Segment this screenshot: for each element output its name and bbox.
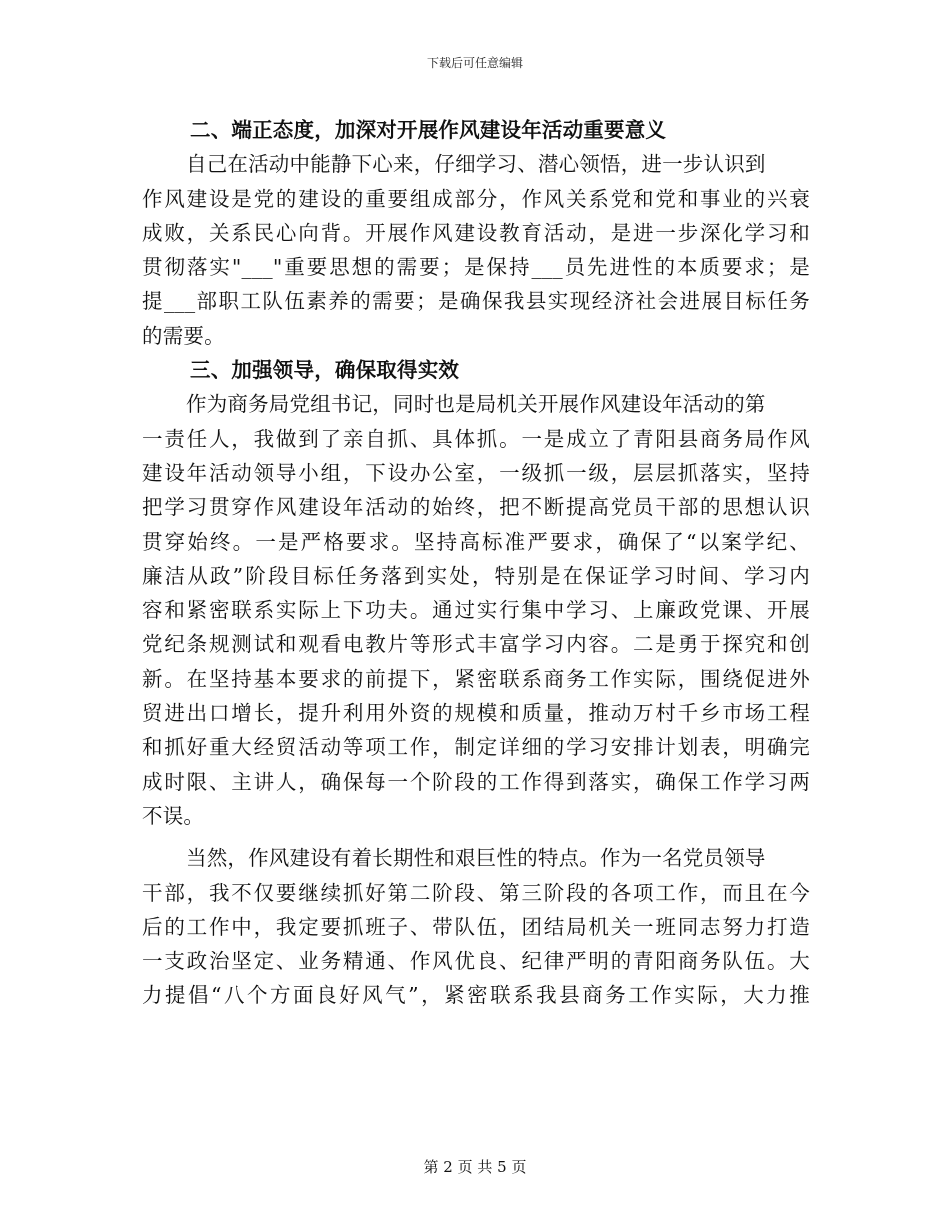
body-line: 不误。 xyxy=(142,803,205,828)
body-line: 成败，关系民心向背。开展作风建设教育活动，是进一步深化学习和 xyxy=(142,220,810,245)
body-line: 贯彻落实"___"重要思想的需要；是保持___员先进性的本质要求；是 xyxy=(142,255,810,280)
body-line: 当然，作风建设有着长期性和艰巨性的特点。作为一名党员领导 xyxy=(186,846,766,871)
body-line: 一支政治坚定、业务精通、作风优良、纪律严明的青阳商务队伍。大 xyxy=(142,949,810,974)
body-line: 作风建设是党的建设的重要组成部分，作风关系党和党和事业的兴衰 xyxy=(142,186,810,211)
body-line: 建设年活动领导小组，下设办公室，一级抓一级，层层抓落实，坚持 xyxy=(142,460,810,485)
page-header-note: 下载后可任意编辑 xyxy=(426,56,523,70)
body-line: 后的工作中，我定要抓班子、带队伍，团结局机关一班同志努力打造 xyxy=(142,914,810,939)
page-number: 第 2 页 共 5 页 xyxy=(423,1158,527,1176)
document-body xyxy=(142,113,810,1013)
body-line: 自己在活动中能静下心来，仔细学习、潜心领悟，进一步认识到 xyxy=(186,152,766,177)
body-line: 廉洁从政”阶段目标任务落到实处，特别是在保证学习时间、学习内 xyxy=(142,563,810,588)
body-line: 提___部职工队伍素养的需要；是确保我县实现经济社会进展目标任务 xyxy=(142,289,810,314)
body-line: 党纪条规测试和观看电教片等形式丰富学习内容。二是勇于探究和创 xyxy=(142,632,810,657)
body-line: 的需要。 xyxy=(142,323,225,348)
body-line: 成时限、主讲人，确保每一个阶段的工作得到落实，确保工作学习两 xyxy=(142,769,810,794)
paragraph-gap xyxy=(142,833,810,841)
body-line: 一责任人，我做到了亲自抓、具体抓。一是成立了青阳县商务局作风 xyxy=(142,426,810,451)
body-line: 三、加强领导，确保取得实效 xyxy=(190,358,460,383)
body-line: 和抓好重大经贸活动等项工作，制定详细的学习安排计划表，明确完 xyxy=(142,735,810,760)
body-line: 新。在坚持基本要求的前提下，紧密联系商务工作实际，围绕促进外 xyxy=(142,666,810,691)
body-line: 容和紧密联系实际上下功夫。通过实行集中学习、上廉政党课、开展 xyxy=(142,598,810,623)
body-line: 把学习贯穿作风建设年活动的始终，把不断提高党员干部的思想认识 xyxy=(142,495,810,520)
body-line: 二、端正态度，加深对开展作风建设年活动重要意义 xyxy=(190,118,667,142)
body-line: 力提倡“八个方面良好风气”，紧密联系我县商务工作实际，大力推 xyxy=(142,983,810,1008)
body-line: 干部，我不仅要继续抓好第二阶段、第三阶段的各项工作，而且在今 xyxy=(142,880,810,905)
body-line: 贸进出口增长，提升利用外资的规模和质量，推动万村千乡市场工程 xyxy=(142,701,810,726)
body-line: 作为商务局党组书记，同时也是局机关开展作风建设年活动的第 xyxy=(186,392,766,417)
body-line: 贯穿始终。一是严格要求。坚持高标准严要求，确保了“以案学纪、 xyxy=(142,529,810,554)
